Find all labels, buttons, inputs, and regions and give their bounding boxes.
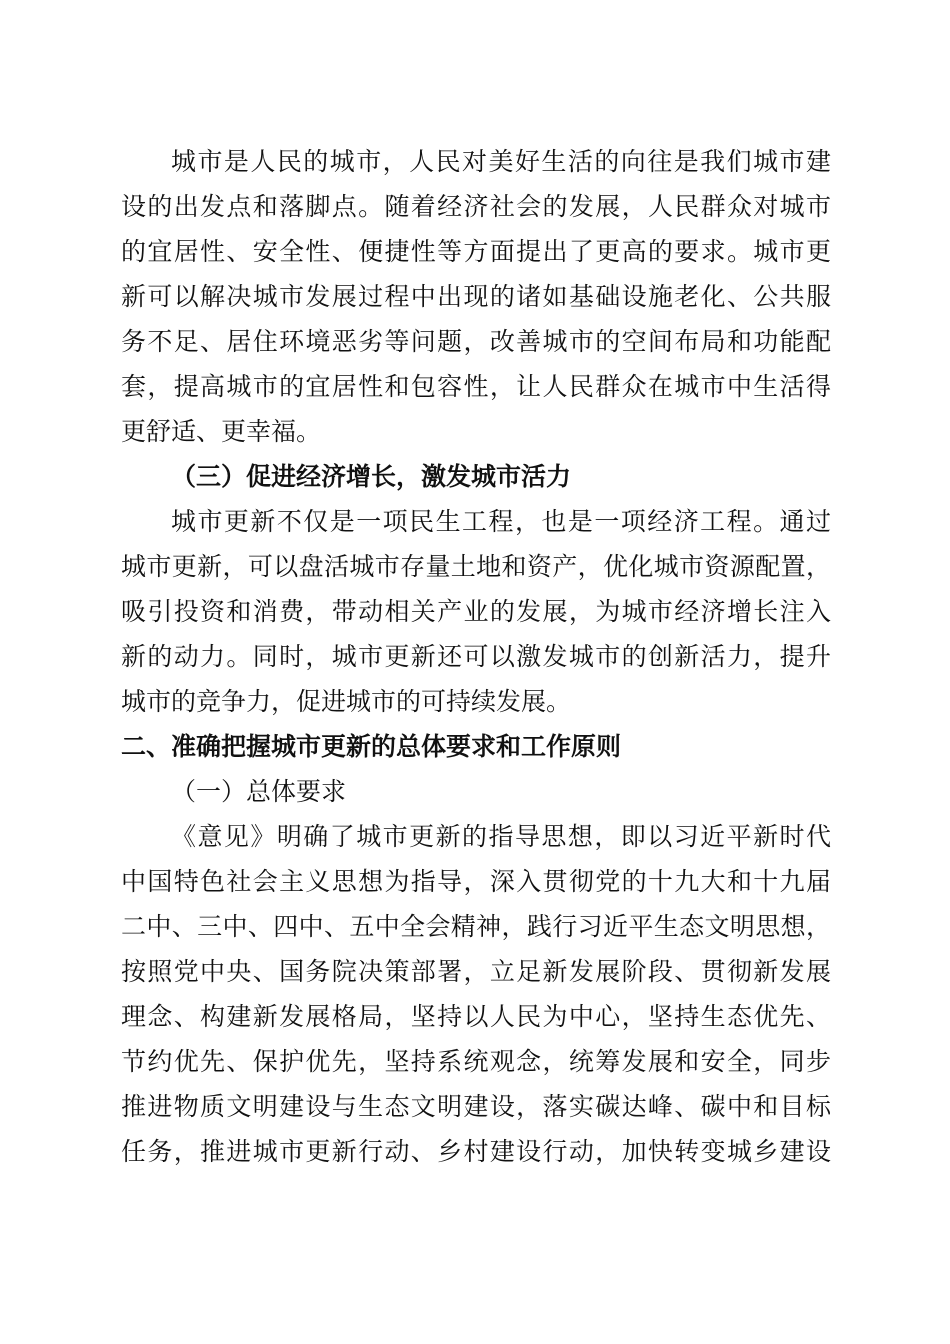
para3-line-4: 按照党中央、国务院决策部署，立足新发展阶段、贯彻新发展 [121, 957, 831, 986]
para3-line-3: 二中、三中、四中、五中全会精神，践行习近平生态文明思想， [121, 912, 831, 941]
para2-line-3: 吸引投资和消费，带动相关产业的发展，为城市经济增长注入 [121, 597, 831, 626]
para1-line-7: 更舒适、更幸福。 [121, 417, 322, 446]
para2-line-4: 新的动力。同时，城市更新还可以激发城市的创新活力，提升 [121, 642, 831, 671]
subheading-3: （三）促进经济增长，激发城市活力 [171, 462, 572, 491]
para1-line-1: 城市是人民的城市，人民对美好生活的向往是我们城市建 [171, 147, 831, 176]
para3-line-8: 任务，推进城市更新行动、乡村建设行动，加快转变城乡建设 [121, 1137, 831, 1166]
para1-line-5: 务不足、居住环境恶劣等问题，改善城市的空间布局和功能配 [121, 327, 831, 356]
para1-line-4: 新可以解决城市发展过程中出现的诸如基础设施老化、公共服 [121, 282, 831, 311]
para3-line-6: 节约优先、保护优先，坚持系统观念，统筹发展和安全，同步 [121, 1047, 831, 1076]
para1-line-2: 设的出发点和落脚点。随着经济社会的发展，人民群众对城市 [121, 192, 831, 221]
para3-line-1: 《意见》明确了城市更新的指导思想，即以习近平新时代 [171, 822, 831, 851]
para3-line-2: 中国特色社会主义思想为指导，深入贯彻党的十九大和十九届 [121, 867, 831, 896]
para1-line-6: 套，提高城市的宜居性和包容性，让人民群众在城市中生活得 [121, 372, 831, 401]
para2-line-5: 城市的竞争力，促进城市的可持续发展。 [121, 687, 572, 716]
para3-line-5: 理念、构建新发展格局，坚持以人民为中心，坚持生态优先、 [121, 1002, 831, 1031]
para1-line-3: 的宜居性、安全性、便捷性等方面提出了更高的要求。城市更 [121, 237, 831, 266]
para2-line-1: 城市更新不仅是一项民生工程，也是一项经济工程。通过 [171, 507, 831, 536]
para2-line-2: 城市更新，可以盘活城市存量土地和资产，优化城市资源配置， [121, 552, 831, 581]
subheading-1: （一）总体要求 [171, 777, 347, 806]
section-heading-2: 二、准确把握城市更新的总体要求和工作原则 [121, 732, 622, 761]
para3-line-7: 推进物质文明建设与生态文明建设，落实碳达峰、碳中和目标 [121, 1092, 831, 1121]
